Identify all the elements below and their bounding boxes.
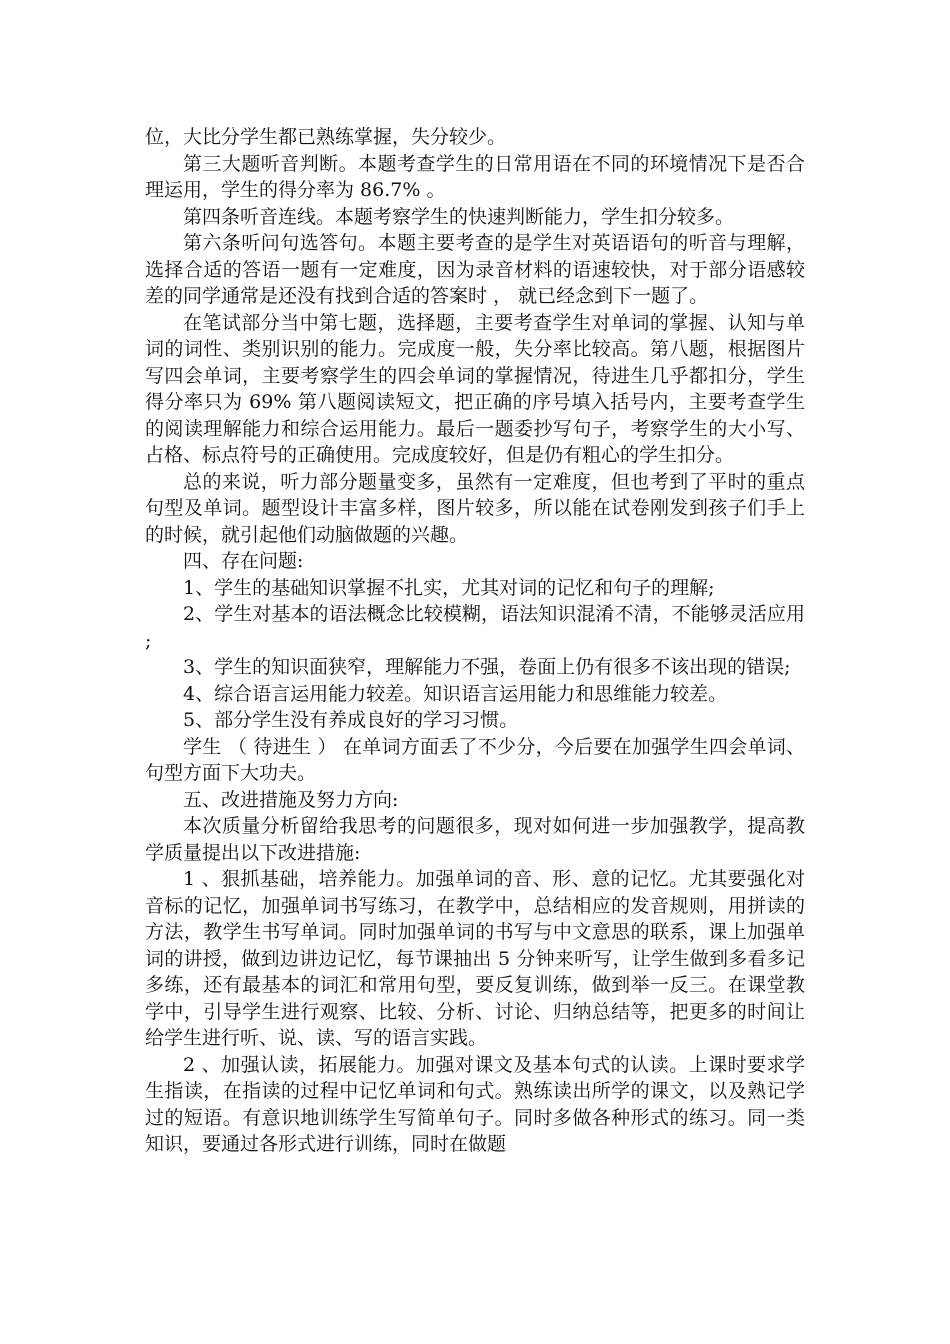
paragraph: 第六条听问句选答句。本题主要考查的是学生对英语语句的听音与理解，选择合适的答语一题有一定难度，因为录音材料的语速较快，对于部分语感较差的同学通常是还没有找到合适的答案时 ， 就已经念到下一题了。 <box>145 232 805 307</box>
paragraph: 第四条听音连线。本题考察学生的快速判断能力，学生扣分较多。 <box>183 205 735 228</box>
list-item: 3、学生的知识面狭窄，理解能力不强，卷面上仍有很多不该出现的错误; <box>183 656 791 678</box>
list-item: 2、学生对基本的语法概念比较模糊，语法知识混淆不清，不能够灵活应用; <box>145 603 805 652</box>
list-item: 4、综合语言运用能力较差。知识语言运用能力和思维能力较差。 <box>183 682 728 705</box>
paragraph: 本次质量分析留给我思考的问题很多，现对如何进一步加强教学，提高教学质量提出以下改进措施: <box>145 815 805 864</box>
list-item: 5、部分学生没有养成良好的学习习惯。 <box>183 709 519 731</box>
list-item: 1、学生的基础知识掌握不扎实，尤其对词的记忆和句子的理解; <box>183 576 715 599</box>
paragraph: 第三大题听音判断。本题考查学生的日常用语在不同的环境情况下是否合理运用，学生的得分率为 86.7% 。 <box>145 152 805 201</box>
paragraph: 学生 （ 待进生 ） 在单词方面丢了不少分，今后要在加强学生四会单词、句型方面下大功夫。 <box>145 735 805 784</box>
paragraph: 在笔试部分当中第七题，选择题，主要考查学生对单词的掌握、认知与单词的词性、类别识别的能力。完成度一般，失分率比较高。第八题，根据图片写四会单词，主要考察学生的四会单词的掌握情况，待进生几乎都扣分，学生得分率只为 69% 第八题阅读短文，把正确的序号填入括号内，主要考查学生的阅读理解能力和综合运用能力。最后一题委抄写句子，考察学生的大小写、占格、标点符号的正确使用。完成度较好，但是仍有粗心的学生扣分。 <box>145 311 805 466</box>
section-heading: 四、存在问题: <box>183 550 304 572</box>
paragraph: 位，大比分学生都已熟练掌握，失分较少。 <box>145 126 507 148</box>
document-body <box>145 124 805 1158</box>
section-heading: 五、改进措施及努力方向: <box>183 788 399 811</box>
paragraph: 总的来说，听力部分题量变多，虽然有一定难度，但也考到了平时的重点句型及单词。题型设计丰富多样，图片较多，所以能在试卷刚发到孩子们手上的时候，就引起他们动脑做题的兴趣。 <box>145 470 805 546</box>
list-item: 1 、狠抓基础，培养能力。加强单词的音、形、意的记忆。尤其要强化对音标的记忆，加强单词书写练习，在教学中，总结相应的发音规则，用拼读的方法，教学生书写单词。同时加强单词的书写与中文意思的联系，课上加强单词的讲授，做到边讲边记忆，每节课抽出 5 分钟来听写，让学生做到多看多记多练，还有最基本的词汇和常用句型，要反复训练，做到举一反三。在课堂教学中，引导学生进行观察、比较、分析、讨论、归纳总结等，把更多的时间让给学生进行听、说、读、写的语言实践。 <box>145 868 805 1049</box>
list-item: 2 、加强认读，拓展能力。加强对课文及基本句式的认读。上课时要求学生指读，在指读的过程中记忆单词和句式。熟练读出所学的课文，以及熟记学过的短语。有意识地训练学生写简单句子。同时多做各种形式的练习。同一类知识，要通过各形式进行训练，同时在做题 <box>145 1053 805 1155</box>
